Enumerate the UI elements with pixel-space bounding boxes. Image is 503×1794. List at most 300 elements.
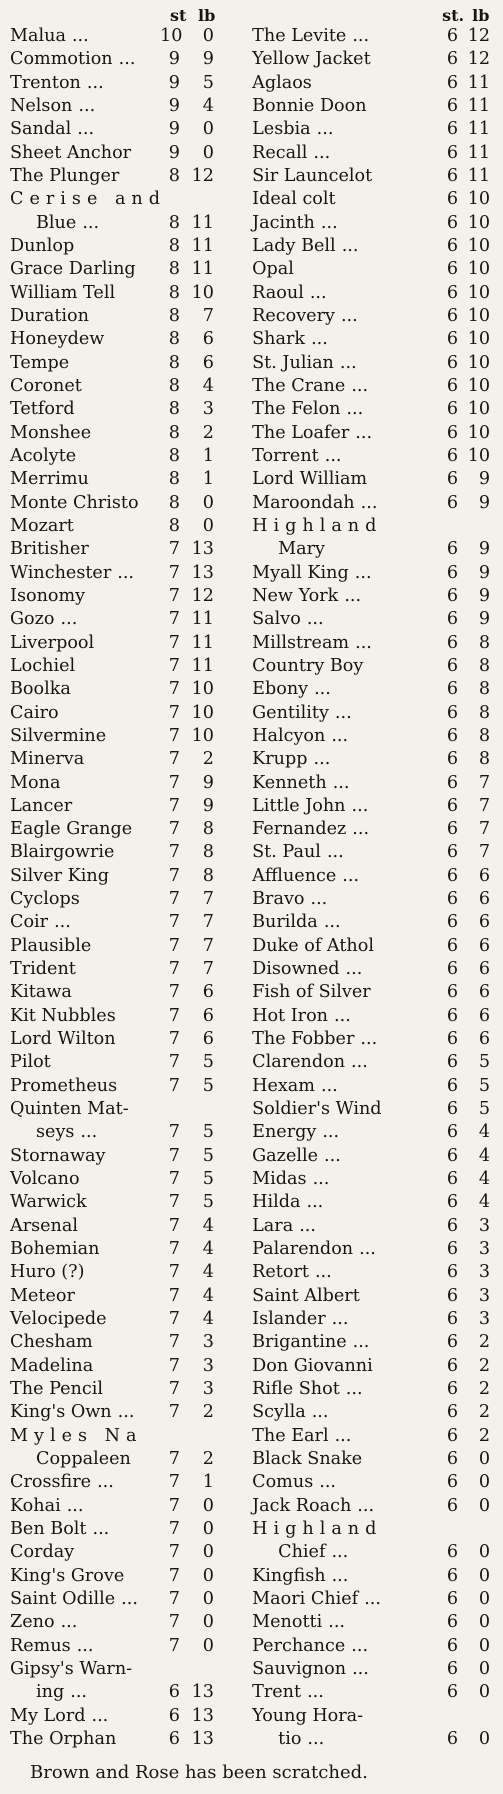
pound-value: 0 <box>478 1565 491 1586</box>
horse-name: Hexam ... <box>252 1075 338 1096</box>
weight-row <box>252 1192 503 1215</box>
pound-value: 3 <box>478 1262 491 1283</box>
stone-value: 6 <box>446 49 459 70</box>
pound-value: 0 <box>202 1635 214 1656</box>
weight-row <box>10 1542 248 1565</box>
stone-value: 8 <box>168 469 180 490</box>
dot-leader: ... <box>334 702 352 723</box>
stone-value: 6 <box>446 1542 459 1563</box>
pound-value: 8 <box>478 749 491 770</box>
horse-name: Bravo ... <box>252 889 328 910</box>
horse-name: Duke of Athol <box>252 935 374 956</box>
stone-value: 6 <box>446 189 459 210</box>
pound-value: 0 <box>478 1449 491 1470</box>
stone-value: 6 <box>446 375 459 396</box>
horse-name: Salvo ... <box>252 609 324 630</box>
dot-leader: ... <box>78 95 96 116</box>
stone-value: 7 <box>168 912 180 933</box>
weight-row <box>252 1472 503 1495</box>
pound-value: 0 <box>202 26 214 46</box>
horse-name: The Plunger <box>10 165 120 186</box>
pound-value: 0 <box>202 1495 214 1516</box>
dot-leader: ... <box>344 585 362 606</box>
horse-name: Commotion ... <box>10 49 136 70</box>
weight-row <box>10 329 248 352</box>
weight-row <box>10 586 248 609</box>
stone-value: 6 <box>446 959 459 980</box>
horse-name: Coir ... <box>10 912 71 933</box>
pound-value: 10 <box>467 445 491 466</box>
stone-value: 6 <box>446 865 459 886</box>
weight-row <box>10 1706 248 1729</box>
horse-name: Highland <box>252 515 383 536</box>
weight-row <box>10 119 248 142</box>
weight-row <box>252 609 503 632</box>
pound-value: 2 <box>202 749 214 770</box>
stone-value: 6 <box>168 1682 180 1703</box>
pound-value: 13 <box>191 1682 214 1703</box>
stone-value: 9 <box>168 49 180 70</box>
stone-value: 8 <box>168 212 180 233</box>
weight-row <box>10 213 248 236</box>
stone-value: 7 <box>168 1122 180 1143</box>
dot-leader: ... <box>118 49 136 70</box>
stone-value: 7 <box>168 632 180 653</box>
weight-row <box>10 773 248 796</box>
horse-name: Silvermine <box>10 725 107 746</box>
horse-name: Liverpool <box>10 632 95 653</box>
horse-name: Energy ... <box>252 1122 340 1143</box>
pound-value: 8 <box>478 655 491 676</box>
pound-value: 8 <box>478 702 491 723</box>
lb-header: lb <box>198 6 216 25</box>
dot-leader: ... <box>352 26 370 46</box>
pound-value: 10 <box>467 399 491 420</box>
stone-value: 8 <box>168 282 180 303</box>
stone-value: 6 <box>446 1239 459 1260</box>
weight-row <box>252 1029 503 1052</box>
horse-name: Burilda ... <box>252 912 341 933</box>
weight-row <box>10 1426 248 1449</box>
dot-leader: ... <box>314 679 331 700</box>
stone-value: 7 <box>168 889 180 910</box>
stone-value: 6 <box>446 1262 459 1283</box>
st-header: st. <box>442 6 465 25</box>
dot-leader: ... <box>311 329 328 350</box>
dot-leader: ... <box>331 1565 349 1586</box>
stone-value: 6 <box>446 889 459 910</box>
weight-row <box>252 889 503 912</box>
weight-row <box>252 656 503 679</box>
horse-name: Kohai ... <box>10 1495 84 1516</box>
stone-value: 7 <box>168 1192 180 1213</box>
weight-row <box>252 1636 503 1659</box>
weight-row <box>10 1029 248 1052</box>
pound-value: 1 <box>202 469 214 490</box>
horse-name: Midas ... <box>252 1169 330 1190</box>
dot-leader: ... <box>351 1635 369 1656</box>
horse-name: Mona <box>10 772 61 793</box>
pound-value: 0 <box>202 1565 214 1586</box>
horse-name: Islander ... <box>252 1309 349 1330</box>
weight-row <box>252 1146 503 1169</box>
pound-value: 11 <box>467 95 491 116</box>
weight-row <box>10 283 248 306</box>
horse-name: Mary <box>278 539 325 560</box>
weight-row <box>10 1449 248 1472</box>
horse-name: tio ... <box>278 1728 325 1749</box>
stone-value: 7 <box>168 1052 180 1073</box>
dot-leader: ... <box>306 1192 324 1213</box>
stone-value: 6 <box>446 772 459 793</box>
stone-value: 6 <box>446 422 459 443</box>
dot-leader: ... <box>341 235 359 256</box>
pound-value: 10 <box>191 282 214 303</box>
weight-row <box>252 166 503 189</box>
dot-leader: ... <box>307 1728 325 1749</box>
pound-value: 5 <box>478 1099 491 1120</box>
pound-value: 8 <box>202 842 214 863</box>
weight-row <box>252 493 503 516</box>
horse-name: The Fobber ... <box>252 1029 378 1050</box>
pound-value: 4 <box>202 1239 214 1260</box>
stone-value: 6 <box>446 1402 459 1423</box>
stone-value: 6 <box>446 1635 459 1656</box>
weight-row <box>10 353 248 376</box>
pound-value: 6 <box>478 865 491 886</box>
weight-row <box>252 353 503 376</box>
stone-value: 7 <box>168 1145 180 1166</box>
dot-leader: ... <box>121 1588 138 1609</box>
pound-value: 8 <box>478 632 491 653</box>
horse-name: Monshee <box>10 422 92 443</box>
horse-name: King's Own ... <box>10 1402 135 1423</box>
pound-value: 5 <box>202 1075 214 1096</box>
pound-value: 11 <box>467 72 491 93</box>
weight-row <box>252 1402 503 1425</box>
stone-value: 6 <box>446 912 459 933</box>
pound-value: 13 <box>191 539 214 560</box>
weight-row <box>252 329 503 352</box>
pound-value: 6 <box>202 1029 214 1050</box>
stone-value: 6 <box>446 1379 459 1400</box>
stone-value: 6 <box>446 632 459 653</box>
weight-row <box>252 1332 503 1355</box>
horse-name: Arsenal <box>10 1215 79 1236</box>
horse-name: Chief ... <box>278 1542 349 1563</box>
stone-value: 6 <box>446 1588 459 1609</box>
weight-row <box>10 936 248 959</box>
weight-row <box>252 1052 503 1075</box>
horse-name: Country Boy <box>252 655 364 676</box>
weight-row <box>252 959 503 982</box>
stone-value: 7 <box>168 562 180 583</box>
weight-row <box>10 399 248 422</box>
pound-value: 6 <box>478 912 491 933</box>
stone-value: 6 <box>446 1005 459 1026</box>
pound-value: 3 <box>478 1239 491 1260</box>
dot-leader: ... <box>324 445 342 466</box>
stone-value: 9 <box>168 95 180 116</box>
dot-leader: ... <box>355 632 372 653</box>
right-column-header <box>252 6 503 26</box>
stone-value: 8 <box>168 305 180 326</box>
horse-name: Honeydew <box>10 329 105 350</box>
weight-row <box>252 936 503 959</box>
dot-leader: ... <box>340 305 358 326</box>
pound-value: 0 <box>478 1658 491 1679</box>
horse-name: Lord Wilton <box>10 1029 116 1050</box>
weight-row <box>252 1169 503 1192</box>
pound-value: 10 <box>191 725 214 746</box>
dot-leader: ... <box>92 1519 110 1539</box>
stone-value: 7 <box>168 819 180 840</box>
weight-row <box>252 1122 503 1145</box>
horse-name: Sandal ... <box>10 119 95 140</box>
stone-value: 7 <box>168 1565 180 1586</box>
stone-value: 7 <box>168 772 180 793</box>
weight-row <box>10 26 248 49</box>
weight-row <box>252 586 503 609</box>
horse-name: Grace Darling <box>10 259 136 280</box>
dot-leader: ... <box>334 1005 351 1026</box>
dot-leader: ... <box>352 819 370 840</box>
horse-name: William Tell <box>10 282 116 303</box>
weight-row <box>10 1146 248 1169</box>
stone-value: 7 <box>168 1215 180 1236</box>
pound-value: 0 <box>478 1495 491 1516</box>
horse-name: Zeno ... <box>10 1612 78 1633</box>
horse-name: Halcyon ... <box>252 725 349 746</box>
weight-row <box>10 1309 248 1332</box>
pound-value: 11 <box>467 165 491 186</box>
horse-name: Hot Iron ... <box>252 1005 351 1026</box>
weight-row <box>252 96 503 119</box>
weight-row <box>10 1636 248 1659</box>
weight-row <box>252 423 503 446</box>
stone-value: 7 <box>168 609 180 630</box>
weight-row <box>252 1496 503 1519</box>
weight-row <box>10 866 248 889</box>
weight-row <box>10 306 248 329</box>
horse-name: Blairgowrie <box>10 842 115 863</box>
dot-leader: ... <box>313 142 331 163</box>
weight-row <box>10 1379 248 1402</box>
horse-name: Maroondah ... <box>252 492 378 513</box>
weight-row <box>252 1682 503 1705</box>
weight-row <box>10 1519 248 1542</box>
pound-value: 5 <box>202 1145 214 1166</box>
pound-value: 3 <box>478 1309 491 1330</box>
weight-row <box>252 399 503 422</box>
weight-row <box>10 1076 248 1099</box>
horse-name: Rifle Shot ... <box>252 1379 363 1400</box>
horse-name: Brigantine ... <box>252 1332 370 1353</box>
pound-value: 2 <box>478 1332 491 1353</box>
horse-name: Sauvignon ... <box>252 1658 369 1679</box>
horse-name: Lady Bell ... <box>252 235 359 256</box>
horse-name: Coronet <box>10 375 82 396</box>
stone-value: 6 <box>446 1122 459 1143</box>
weight-row <box>10 609 248 632</box>
pound-value: 6 <box>478 1005 491 1026</box>
weight-row <box>252 283 503 306</box>
weight-row <box>10 1006 248 1029</box>
dot-leader: ... <box>334 1425 352 1446</box>
pound-value: 11 <box>191 632 214 653</box>
horse-name: Yellow Jacket <box>252 49 371 70</box>
pound-value: 2 <box>202 1449 214 1470</box>
weight-row <box>252 1216 503 1239</box>
weight-row <box>10 1612 248 1635</box>
stone-value: 7 <box>168 1402 180 1423</box>
stone-value: 6 <box>446 1052 459 1073</box>
pound-value: 0 <box>202 1612 214 1633</box>
weight-row <box>10 1122 248 1145</box>
pound-value: 7 <box>478 819 491 840</box>
weight-row <box>252 912 503 935</box>
horse-name: Trident <box>10 959 76 980</box>
horse-name: Isonomy <box>10 585 86 606</box>
horse-name: Winchester ... <box>10 562 135 583</box>
dot-leader: ... <box>117 1402 135 1423</box>
stone-value: 6 <box>446 679 459 700</box>
pound-value: 11 <box>191 259 214 280</box>
stone-value: 6 <box>446 655 459 676</box>
pound-value: 0 <box>202 142 214 163</box>
weight-row <box>10 423 248 446</box>
weight-row <box>10 1566 248 1589</box>
weight-row <box>252 1356 503 1379</box>
pound-value: 5 <box>478 1052 491 1073</box>
weight-row <box>252 1659 503 1682</box>
pound-value: 10 <box>467 422 491 443</box>
stone-value: 7 <box>168 1075 180 1096</box>
horse-name: Huro (?) <box>10 1262 85 1283</box>
stone-value: 8 <box>168 165 180 186</box>
weight-row <box>10 1589 248 1612</box>
dot-leader: ... <box>351 375 369 396</box>
stone-value: 6 <box>446 235 459 256</box>
weight-row <box>252 1262 503 1285</box>
horse-name: Perchance ... <box>252 1635 369 1656</box>
pound-value: 7 <box>202 959 214 980</box>
pound-value: 5 <box>202 1052 214 1073</box>
weight-row <box>252 819 503 842</box>
weight-row <box>10 1729 248 1752</box>
weight-row <box>252 1519 503 1542</box>
weight-row <box>10 959 248 982</box>
lb-header: lb <box>472 6 490 25</box>
pound-value: 8 <box>202 819 214 840</box>
stone-value: 8 <box>168 399 180 420</box>
horse-name: Torrent ... <box>252 445 342 466</box>
stone-value: 6 <box>446 1215 459 1236</box>
horse-name: Trent ... <box>252 1682 324 1703</box>
stone-value: 7 <box>168 1635 180 1656</box>
weight-row <box>10 166 248 189</box>
weight-row <box>252 1449 503 1472</box>
stone-value: 7 <box>168 1379 180 1400</box>
stone-value: 7 <box>168 1612 180 1633</box>
stone-value: 6 <box>446 725 459 746</box>
horse-name: ing ... <box>36 1682 88 1703</box>
stone-value: 7 <box>168 655 180 676</box>
pound-value: 8 <box>478 679 491 700</box>
dot-leader: ... <box>323 912 341 933</box>
dot-leader: ... <box>339 352 357 373</box>
dot-leader: ... <box>309 282 327 303</box>
stone-value: 7 <box>168 702 180 723</box>
horse-name: Saint Albert <box>252 1285 360 1306</box>
pound-value: 4 <box>202 1285 214 1306</box>
horse-name: Young Hora- <box>252 1705 364 1726</box>
horse-name: The Crane ... <box>252 375 369 396</box>
dot-leader: ... <box>71 26 89 46</box>
horse-name: Ben Bolt ... <box>10 1519 110 1539</box>
horse-name: Kit Nubbles <box>10 1005 116 1026</box>
horse-name: Jack Roach ... <box>252 1495 375 1516</box>
horse-name: Remus ... <box>10 1635 94 1656</box>
weight-row <box>252 469 503 492</box>
weight-row <box>10 1659 248 1682</box>
horse-name: Monte Christo <box>10 492 139 513</box>
horse-name: Prometheus <box>10 1075 118 1096</box>
pound-value: 10 <box>467 189 491 210</box>
horse-name: The Earl ... <box>252 1425 352 1446</box>
dot-leader: ... <box>97 1472 114 1493</box>
horse-name: Malua ... <box>10 26 89 46</box>
pound-value: 5 <box>202 1169 214 1190</box>
weight-row <box>10 1402 248 1425</box>
pound-value: 12 <box>191 585 214 606</box>
pound-value: 5 <box>202 1192 214 1213</box>
stone-value: 7 <box>168 1495 180 1516</box>
weight-row <box>252 376 503 399</box>
horse-name: Affluence ... <box>252 865 360 886</box>
pound-value: 10 <box>467 235 491 256</box>
stone-value: 6 <box>446 492 459 513</box>
horse-name: Duration <box>10 305 89 326</box>
horse-name: Lara ... <box>252 1215 316 1236</box>
stone-value: 6 <box>446 1099 459 1120</box>
horse-name: Gentility ... <box>252 702 352 723</box>
weight-row <box>10 1472 248 1495</box>
pound-value: 6 <box>478 982 491 1003</box>
horse-name: My Lord ... <box>10 1705 109 1726</box>
stone-value: 6 <box>446 562 459 583</box>
stone-value: 6 <box>446 1332 459 1353</box>
stone-value: 8 <box>168 492 180 513</box>
stone-value: 6 <box>446 1355 459 1376</box>
pound-value: 0 <box>478 1612 491 1633</box>
weight-row <box>10 703 248 726</box>
pound-value: 9 <box>202 49 214 70</box>
dot-leader: ... <box>346 399 364 420</box>
horse-name: The Felon ... <box>252 399 364 420</box>
pound-value: 11 <box>191 235 214 256</box>
stone-value: 6 <box>446 842 459 863</box>
pound-value: 12 <box>467 49 491 70</box>
horse-name: Trenton ... <box>10 72 104 93</box>
pound-value: 10 <box>467 212 491 233</box>
horse-name: Stornaway <box>10 1145 106 1166</box>
horse-name: Nelson ... <box>10 95 96 116</box>
pound-value: 11 <box>467 142 491 163</box>
stone-value: 7 <box>168 725 180 746</box>
horse-name: The Loafer ... <box>252 422 373 443</box>
pound-value: 13 <box>191 1728 214 1749</box>
